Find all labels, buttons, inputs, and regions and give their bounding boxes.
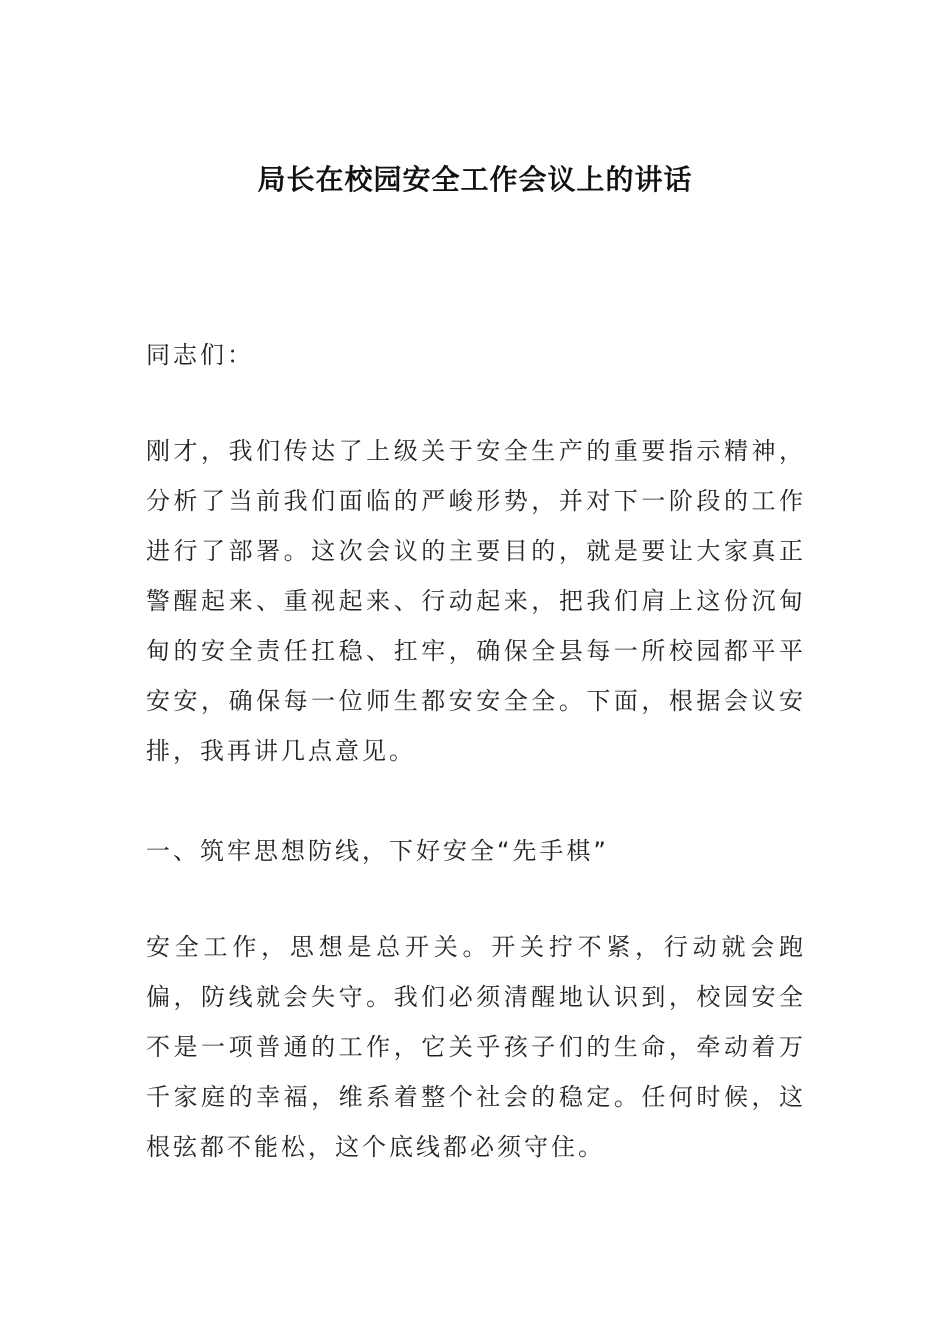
paragraph-intro: 刚才，我们传达了上级关于安全生产的重要指示精神，分析了当前我们面临的严峻形势，并对下一阶段的工作进行了部署。这次会议的主要目的，就是要让大家真正警醒起来、重视起来、行动起来，把我们肩上这份沉甸甸的安全责任扛稳、扛牢，确保全县每一所校园都平平安安，确保每一位师生都安安全全。下面，根据会议安排，我再讲几点意见。 [146, 437, 806, 765]
paragraph-section-1: 安全工作，思想是总开关。开关拧不紧，行动就会跑偏，防线就会失守。我们必须清醒地认识到，校园安全不是一项普通的工作，它关乎孩子们的生命，牵动着万千家庭的幸福，维系着整个社会的稳定。任何时候，这根弦都不能松，这个底线都必须守住。 [146, 933, 806, 1161]
section-heading-1: 一、筑牢思想防线，下好安全“先手棋” [146, 837, 609, 865]
document-title: 局长在校园安全工作会议上的讲话 [257, 163, 693, 196]
salutation: 同志们： [146, 341, 254, 369]
